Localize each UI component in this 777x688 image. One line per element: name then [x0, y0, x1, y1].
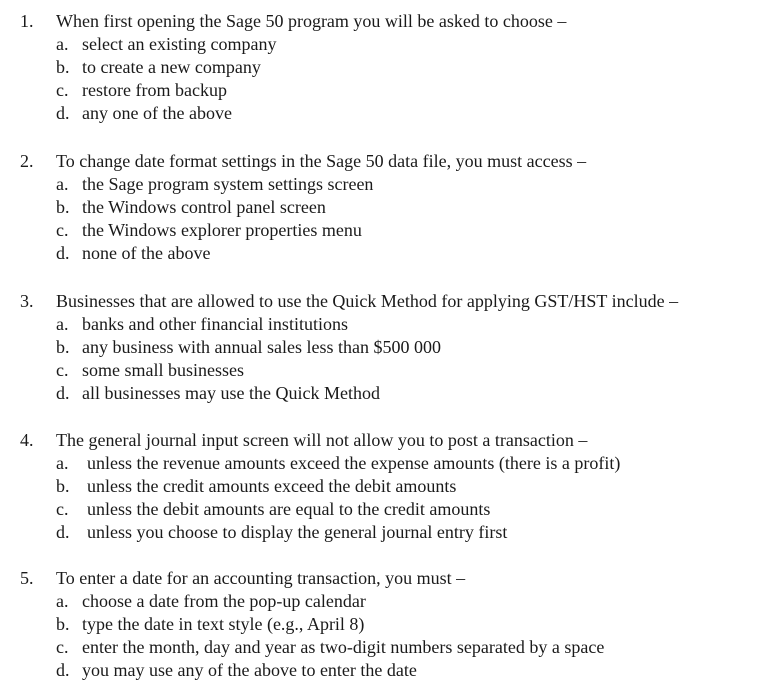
- option-text: the Windows explorer properties menu: [82, 220, 362, 240]
- option-text: type the date in text style (e.g., April 8): [82, 614, 365, 634]
- option-letter: a.: [56, 174, 69, 194]
- option-text: all businesses may use the Quick Method: [82, 383, 380, 403]
- option-text: unless the revenue amounts exceed the expense amounts (there is a profit): [87, 453, 621, 473]
- option-text: restore from backup: [82, 80, 227, 100]
- question-text: To enter a date for an accounting transaction, you must –: [56, 568, 466, 588]
- option-text: the Sage program system settings screen: [82, 174, 374, 194]
- question-text: When first opening the Sage 50 program you will be asked to choose –: [56, 11, 567, 31]
- option-letter: a.: [56, 34, 69, 54]
- question-number: 3.: [20, 291, 34, 311]
- question-text: Businesses that are allowed to use the Quick Method for applying GST/HST include –: [56, 291, 679, 311]
- option-text: unless the credit amounts exceed the debit amounts: [87, 476, 457, 496]
- option-text: unless you choose to display the general journal entry first: [87, 522, 508, 542]
- option-text: you may use any of the above to enter the date: [82, 660, 417, 680]
- option-letter: d.: [56, 522, 70, 542]
- option-letter: a.: [56, 591, 69, 611]
- option-text: select an existing company: [82, 34, 277, 54]
- option-text: any one of the above: [82, 103, 232, 123]
- option-text: some small businesses: [82, 360, 244, 380]
- option-letter: b.: [56, 197, 70, 217]
- option-letter: b.: [56, 614, 70, 634]
- option-letter: c.: [56, 637, 69, 657]
- option-text: any business with annual sales less than $500 000: [82, 337, 441, 357]
- option-letter: a.: [56, 314, 69, 334]
- option-letter: c.: [56, 499, 69, 519]
- option-letter: c.: [56, 220, 69, 240]
- option-text: enter the month, day and year as two-digit numbers separated by a space: [82, 637, 605, 657]
- option-text: banks and other financial institutions: [82, 314, 348, 334]
- option-letter: c.: [56, 360, 69, 380]
- question-number: 2.: [20, 151, 34, 171]
- option-letter: d.: [56, 383, 70, 403]
- question-text: To change date format settings in the Sage 50 data file, you must access –: [56, 151, 587, 171]
- option-letter: b.: [56, 337, 70, 357]
- option-letter: d.: [56, 660, 70, 680]
- option-letter: c.: [56, 80, 69, 100]
- option-letter: b.: [56, 476, 70, 496]
- option-letter: d.: [56, 243, 70, 263]
- question-number: 5.: [20, 568, 34, 588]
- option-text: choose a date from the pop-up calendar: [82, 591, 366, 611]
- question-text: The general journal input screen will not allow you to post a transaction –: [56, 430, 588, 450]
- option-text: none of the above: [82, 243, 211, 263]
- option-letter: b.: [56, 57, 70, 77]
- option-letter: d.: [56, 103, 70, 123]
- option-text: to create a new company: [82, 57, 261, 77]
- option-text: unless the debit amounts are equal to the credit amounts: [87, 499, 491, 519]
- option-text: the Windows control panel screen: [82, 197, 326, 217]
- question-number: 4.: [20, 430, 34, 450]
- question-number: 1.: [20, 11, 34, 31]
- option-letter: a.: [56, 453, 69, 473]
